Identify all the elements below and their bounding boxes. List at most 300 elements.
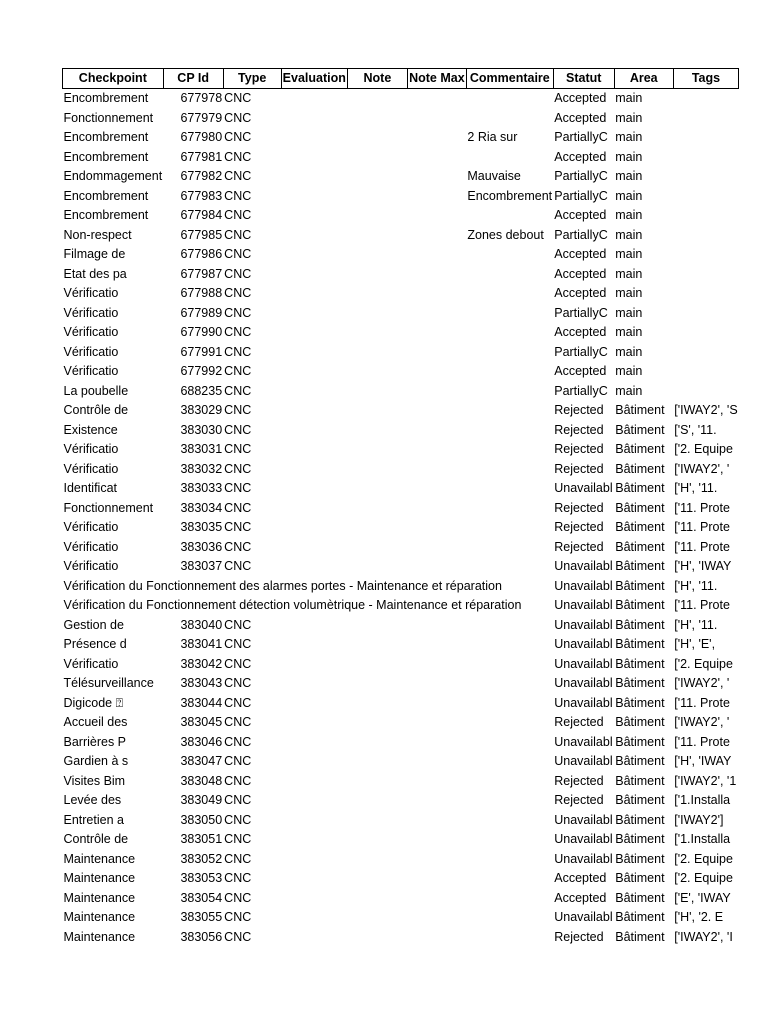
area-cell[interactable]: Bâtiment [615, 715, 665, 729]
area-cell[interactable]: main [615, 110, 643, 125]
area-cell[interactable]: Bâtiment [615, 539, 665, 554]
table-row[interactable] [63, 791, 739, 811]
area-cell[interactable]: Bâtiment [615, 754, 665, 768]
note-max-cell[interactable] [407, 362, 466, 382]
tags-cell[interactable]: ['2. Equipe [674, 851, 733, 866]
cp-id-cell[interactable]: 383051 [180, 832, 223, 846]
area-cell[interactable]: Bâtiment [615, 617, 665, 632]
commentaire-cell[interactable] [466, 752, 553, 772]
area-cell[interactable]: Bâtiment [615, 500, 665, 515]
area-cell[interactable]: main [615, 364, 643, 378]
tags-cell[interactable] [673, 284, 738, 304]
commentaire-cell[interactable] [466, 713, 553, 733]
checkpoint-cell[interactable]: Maintenance [63, 871, 136, 885]
area-cell[interactable]: Bâtiment [615, 929, 665, 944]
area-cell[interactable]: Bâtiment [615, 832, 665, 846]
evaluation-cell[interactable] [281, 791, 347, 811]
cp-id-cell[interactable]: 677983 [180, 188, 223, 203]
cp-id-cell[interactable]: 383047 [180, 754, 223, 768]
table-row[interactable] [63, 499, 739, 519]
cp-id-cell[interactable]: 383052 [180, 851, 223, 866]
checkpoint-cell[interactable]: Vérification du Fonctionnement des alarmes portes - Maintenance et réparation [63, 578, 502, 593]
evaluation-cell[interactable] [281, 265, 347, 285]
note-max-cell[interactable] [407, 811, 466, 831]
column-header-checkpoint[interactable]: Checkpoint [63, 69, 164, 89]
evaluation-cell[interactable] [281, 772, 347, 792]
table-row[interactable] [63, 187, 739, 207]
commentaire-cell[interactable] [466, 811, 553, 831]
commentaire-cell[interactable] [466, 518, 553, 538]
area-cell[interactable]: Bâtiment [615, 656, 665, 671]
area-cell[interactable]: Bâtiment [615, 910, 665, 924]
area-cell[interactable]: main [615, 247, 643, 261]
tags-cell[interactable]: ['1.Installa [674, 793, 731, 807]
commentaire-cell[interactable] [466, 791, 553, 811]
statut-cell[interactable]: PartiallyC [554, 130, 608, 144]
note-cell[interactable] [347, 479, 407, 499]
cp-id-cell[interactable]: 383037 [180, 559, 223, 573]
commentaire-cell[interactable] [466, 89, 553, 109]
checkpoint-cell[interactable]: Filmage de [63, 247, 126, 261]
note-cell[interactable] [347, 499, 407, 519]
checkpoint-cell[interactable]: Vérificatio [63, 286, 119, 300]
commentaire-cell[interactable] [466, 850, 553, 870]
area-cell[interactable]: Bâtiment [615, 812, 665, 827]
type-cell[interactable]: CNC [224, 617, 252, 632]
table-row[interactable] [63, 460, 739, 480]
statut-cell[interactable]: Unavailabl [554, 754, 613, 768]
commentaire-cell[interactable] [466, 655, 553, 675]
checkpoint-cell[interactable]: Vérification du Fonctionnement détection volumètrique - Maintenance et réparation [63, 598, 522, 612]
checkpoint-cell[interactable]: Digicode ⍰ [63, 695, 124, 710]
note-max-cell[interactable] [407, 752, 466, 772]
table-row[interactable] [63, 655, 739, 675]
note-cell[interactable] [347, 635, 407, 655]
checkpoint-cell[interactable]: Encombrement [63, 130, 149, 144]
table-row[interactable] [63, 928, 739, 948]
evaluation-cell[interactable] [281, 284, 347, 304]
statut-cell[interactable]: Unavailabl [554, 832, 613, 846]
cp-id-cell[interactable]: 677991 [180, 344, 223, 359]
tags-cell[interactable]: ['IWAY2', ' [674, 676, 730, 690]
checkpoint-cell[interactable]: Maintenance [63, 851, 136, 866]
note-max-cell[interactable] [407, 226, 466, 246]
cp-id-cell[interactable]: 677985 [180, 227, 223, 242]
tags-cell[interactable] [673, 109, 738, 129]
table-row[interactable] [63, 206, 739, 226]
tags-cell[interactable]: ['2. Equipe [674, 656, 733, 671]
commentaire-cell[interactable] [466, 616, 553, 636]
statut-cell[interactable]: Accepted [554, 871, 607, 885]
cp-id-cell[interactable]: 677988 [180, 286, 223, 300]
type-cell[interactable]: CNC [224, 188, 252, 203]
table-row[interactable] [63, 674, 739, 694]
note-max-cell[interactable] [407, 518, 466, 538]
note-max-cell[interactable] [407, 460, 466, 480]
checkpoint-cell[interactable]: Encombrement [63, 91, 149, 105]
area-cell[interactable]: main [615, 130, 643, 144]
table-row[interactable] [63, 148, 739, 168]
checkpoint-cell[interactable]: Maintenance [63, 910, 136, 924]
table-row[interactable] [63, 479, 739, 499]
note-max-cell[interactable] [407, 421, 466, 441]
commentaire-cell[interactable] [466, 265, 553, 285]
note-max-cell[interactable] [407, 148, 466, 168]
table-row[interactable] [63, 577, 739, 597]
commentaire-cell[interactable] [466, 304, 553, 324]
note-cell[interactable] [347, 694, 407, 714]
evaluation-cell[interactable] [281, 655, 347, 675]
note-cell[interactable] [347, 908, 407, 928]
cp-id-cell[interactable]: 383040 [180, 617, 223, 632]
checkpoint-cell[interactable]: Vérificatio [63, 364, 119, 378]
note-cell[interactable] [347, 791, 407, 811]
tags-cell[interactable]: ['H', 'E', [674, 637, 716, 651]
note-max-cell[interactable] [407, 128, 466, 148]
table-row[interactable] [63, 440, 739, 460]
commentaire-cell[interactable]: 2 Ria sur [467, 130, 518, 144]
type-cell[interactable]: CNC [224, 500, 252, 515]
tags-cell[interactable]: ['11. Prote [674, 695, 730, 710]
note-max-cell[interactable] [407, 733, 466, 753]
table-row[interactable] [63, 167, 739, 187]
note-max-cell[interactable] [407, 908, 466, 928]
cp-id-cell[interactable]: 677987 [180, 266, 223, 281]
note-max-cell[interactable] [407, 889, 466, 909]
note-cell[interactable] [347, 167, 407, 187]
table-row[interactable] [63, 694, 739, 714]
note-cell[interactable] [347, 518, 407, 538]
type-cell[interactable]: CNC [224, 266, 252, 281]
type-cell[interactable]: CNC [224, 559, 252, 573]
area-cell[interactable]: main [615, 188, 643, 203]
tags-cell[interactable] [673, 265, 738, 285]
cp-id-cell[interactable]: 677980 [180, 130, 223, 144]
tags-cell[interactable]: ['IWAY2', ' [674, 461, 730, 476]
commentaire-cell[interactable] [466, 479, 553, 499]
commentaire-cell[interactable] [466, 830, 553, 850]
statut-cell[interactable]: Rejected [554, 929, 604, 944]
commentaire-cell[interactable] [466, 206, 553, 226]
note-cell[interactable] [347, 284, 407, 304]
type-cell[interactable]: CNC [224, 851, 252, 866]
statut-cell[interactable]: Unavailabl [554, 851, 613, 866]
commentaire-cell[interactable] [466, 323, 553, 343]
tags-cell[interactable]: ['11. Prote [674, 598, 730, 612]
cp-id-cell[interactable]: 383036 [180, 539, 223, 554]
checkpoint-cell[interactable]: Vérificatio [63, 656, 119, 671]
tags-cell[interactable]: ['11. Prote [674, 500, 730, 515]
statut-cell[interactable]: Rejected [554, 461, 604, 476]
checkpoint-cell[interactable]: Encombrement [63, 188, 149, 203]
type-cell[interactable]: CNC [224, 305, 252, 320]
evaluation-cell[interactable] [281, 538, 347, 558]
note-max-cell[interactable] [407, 694, 466, 714]
cp-id-cell[interactable]: 383043 [180, 676, 223, 690]
note-cell[interactable] [347, 733, 407, 753]
type-cell[interactable]: CNC [224, 403, 252, 417]
checkpoint-cell[interactable]: Endommagement [63, 169, 163, 183]
table-row[interactable] [63, 343, 739, 363]
tags-cell[interactable]: ['E', 'IWAY [674, 890, 731, 905]
area-cell[interactable]: Bâtiment [615, 559, 665, 573]
cp-id-cell[interactable]: 383029 [180, 403, 223, 417]
table-row[interactable] [63, 226, 739, 246]
type-cell[interactable]: CNC [224, 793, 252, 807]
type-cell[interactable]: CNC [224, 676, 252, 690]
evaluation-cell[interactable] [281, 187, 347, 207]
tags-cell[interactable]: ['H', '2. E [674, 910, 724, 924]
tags-cell[interactable]: ['IWAY2', '1 [674, 773, 737, 788]
statut-cell[interactable]: Unavailabl [554, 812, 613, 827]
type-cell[interactable]: CNC [224, 91, 252, 105]
evaluation-cell[interactable] [281, 499, 347, 519]
column-header-note-max[interactable]: Note Max [407, 69, 466, 89]
note-cell[interactable] [347, 421, 407, 441]
commentaire-cell[interactable] [466, 889, 553, 909]
checkpoint-cell[interactable]: Présence d [63, 637, 127, 651]
type-cell[interactable]: CNC [224, 461, 252, 476]
table-row[interactable] [63, 772, 739, 792]
statut-cell[interactable]: PartiallyC [554, 227, 608, 242]
commentaire-cell[interactable] [466, 908, 553, 928]
statut-cell[interactable]: Accepted [554, 364, 607, 378]
evaluation-cell[interactable] [281, 167, 347, 187]
tags-cell[interactable] [673, 187, 738, 207]
area-cell[interactable]: Bâtiment [615, 520, 665, 534]
type-cell[interactable]: CNC [224, 832, 252, 846]
cp-id-cell[interactable]: 383042 [180, 656, 223, 671]
cp-id-cell[interactable]: 383035 [180, 520, 223, 534]
type-cell[interactable]: CNC [224, 539, 252, 554]
statut-cell[interactable]: Unavailabl [554, 656, 613, 671]
note-cell[interactable] [347, 245, 407, 265]
type-cell[interactable]: CNC [224, 715, 252, 729]
note-max-cell[interactable] [407, 187, 466, 207]
table-row[interactable] [63, 869, 739, 889]
checkpoint-cell[interactable]: Visites Bim [63, 773, 126, 788]
type-cell[interactable]: CNC [224, 130, 252, 144]
note-cell[interactable] [347, 304, 407, 324]
cp-id-cell[interactable]: 383050 [180, 812, 223, 827]
evaluation-cell[interactable] [281, 889, 347, 909]
evaluation-cell[interactable] [281, 928, 347, 948]
table-row[interactable] [63, 616, 739, 636]
note-cell[interactable] [347, 557, 407, 577]
note-max-cell[interactable] [407, 323, 466, 343]
cp-id-cell[interactable]: 677986 [180, 247, 223, 261]
note-max-cell[interactable] [407, 167, 466, 187]
evaluation-cell[interactable] [281, 128, 347, 148]
statut-cell[interactable]: Rejected [554, 539, 604, 554]
evaluation-cell[interactable] [281, 148, 347, 168]
area-cell[interactable]: Bâtiment [615, 793, 665, 807]
evaluation-cell[interactable] [281, 440, 347, 460]
type-cell[interactable]: CNC [224, 286, 252, 300]
tags-cell[interactable] [673, 343, 738, 363]
tags-cell[interactable] [673, 128, 738, 148]
tags-cell[interactable]: ['1.Installa [674, 832, 731, 846]
commentaire-cell[interactable] [466, 343, 553, 363]
type-cell[interactable]: CNC [224, 149, 252, 164]
area-cell[interactable]: main [615, 169, 643, 183]
statut-cell[interactable]: Accepted [554, 247, 607, 261]
tags-cell[interactable]: ['2. Equipe [674, 871, 733, 885]
tags-cell[interactable] [673, 206, 738, 226]
note-cell[interactable] [347, 187, 407, 207]
checkpoint-cell[interactable]: Etat des pa [63, 266, 127, 281]
area-cell[interactable]: main [615, 325, 643, 339]
tags-cell[interactable]: ['11. Prote [674, 520, 730, 534]
statut-cell[interactable]: PartiallyC [554, 305, 608, 320]
cp-id-cell[interactable]: 383044 [180, 695, 223, 710]
type-cell[interactable]: CNC [224, 734, 252, 749]
table-row[interactable] [63, 557, 739, 577]
column-header-area[interactable]: Area [614, 69, 673, 89]
tags-cell[interactable] [673, 304, 738, 324]
type-cell[interactable]: CNC [224, 890, 252, 905]
table-row[interactable] [63, 713, 739, 733]
commentaire-cell[interactable]: Zones debout [467, 227, 544, 242]
tags-cell[interactable]: ['S', '11. [674, 422, 717, 437]
note-cell[interactable] [347, 128, 407, 148]
table-row[interactable] [63, 518, 739, 538]
column-header-cp-id[interactable]: CP Id [163, 69, 223, 89]
evaluation-cell[interactable] [281, 518, 347, 538]
area-cell[interactable]: main [615, 286, 643, 300]
note-cell[interactable] [347, 850, 407, 870]
evaluation-cell[interactable] [281, 869, 347, 889]
type-cell[interactable]: CNC [224, 247, 252, 261]
checkpoint-cell[interactable]: Non-respect [63, 227, 132, 242]
checkpoint-cell[interactable]: Vérificatio [63, 442, 119, 456]
cp-id-cell[interactable]: 688235 [180, 383, 223, 398]
note-max-cell[interactable] [407, 655, 466, 675]
note-cell[interactable] [347, 889, 407, 909]
evaluation-cell[interactable] [281, 343, 347, 363]
note-cell[interactable] [347, 226, 407, 246]
table-row[interactable] [63, 89, 739, 109]
tags-cell[interactable] [673, 362, 738, 382]
commentaire-cell[interactable]: Encombrement [467, 188, 553, 203]
column-header-statut[interactable]: Statut [553, 69, 614, 89]
note-max-cell[interactable] [407, 89, 466, 109]
area-cell[interactable]: Bâtiment [615, 773, 665, 788]
type-cell[interactable]: CNC [224, 344, 252, 359]
statut-cell[interactable]: Unavailabl [554, 598, 613, 612]
note-cell[interactable] [347, 869, 407, 889]
evaluation-cell[interactable] [281, 206, 347, 226]
type-cell[interactable]: CNC [224, 383, 252, 398]
evaluation-cell[interactable] [281, 479, 347, 499]
type-cell[interactable]: CNC [224, 364, 252, 378]
column-header-evaluation[interactable]: Evaluation [281, 69, 347, 89]
statut-cell[interactable]: Rejected [554, 500, 604, 515]
area-cell[interactable]: Bâtiment [615, 578, 665, 593]
evaluation-cell[interactable] [281, 635, 347, 655]
tags-cell[interactable] [673, 382, 738, 402]
area-cell[interactable]: Bâtiment [615, 422, 665, 437]
checkpoint-cell[interactable]: Vérificatio [63, 520, 119, 534]
area-cell[interactable]: main [615, 149, 643, 164]
note-cell[interactable] [347, 265, 407, 285]
note-max-cell[interactable] [407, 830, 466, 850]
note-cell[interactable] [347, 772, 407, 792]
evaluation-cell[interactable] [281, 733, 347, 753]
type-cell[interactable]: CNC [224, 442, 252, 456]
evaluation-cell[interactable] [281, 226, 347, 246]
evaluation-cell[interactable] [281, 830, 347, 850]
note-max-cell[interactable] [407, 284, 466, 304]
cp-id-cell[interactable]: 383033 [180, 481, 223, 495]
cp-id-cell[interactable]: 383049 [180, 793, 223, 807]
note-cell[interactable] [347, 538, 407, 558]
note-max-cell[interactable] [407, 245, 466, 265]
tags-cell[interactable]: ['11. Prote [674, 734, 730, 749]
table-row[interactable] [63, 538, 739, 558]
checkpoint-cell[interactable]: Contrôle de [63, 832, 129, 846]
commentaire-cell[interactable] [466, 557, 553, 577]
tags-cell[interactable]: ['IWAY2'] [674, 812, 724, 827]
table-row[interactable] [63, 752, 739, 772]
statut-cell[interactable]: Unavailabl [554, 559, 613, 573]
area-cell[interactable]: main [615, 344, 643, 359]
table-row[interactable] [63, 889, 739, 909]
column-header-type[interactable]: Type [223, 69, 281, 89]
statut-cell[interactable]: PartiallyC [554, 188, 608, 203]
note-cell[interactable] [347, 109, 407, 129]
evaluation-cell[interactable] [281, 460, 347, 480]
table-row[interactable] [63, 596, 739, 616]
tags-cell[interactable] [673, 89, 738, 109]
checkpoint-cell[interactable]: Vérificatio [63, 305, 119, 320]
evaluation-cell[interactable] [281, 109, 347, 129]
statut-cell[interactable]: Unavailabl [554, 481, 613, 495]
cp-id-cell[interactable]: 677989 [180, 305, 223, 320]
checkpoint-cell[interactable]: Fonctionnement [63, 500, 154, 515]
table-row[interactable] [63, 109, 739, 129]
statut-cell[interactable]: Rejected [554, 520, 604, 534]
evaluation-cell[interactable] [281, 245, 347, 265]
table-row[interactable] [63, 635, 739, 655]
cp-id-cell[interactable]: 383032 [180, 461, 223, 476]
cp-id-cell[interactable]: 677982 [180, 169, 223, 183]
cp-id-cell[interactable]: 677978 [180, 91, 223, 105]
statut-cell[interactable]: Rejected [554, 422, 604, 437]
tags-cell[interactable]: ['2. Equipe [674, 442, 733, 456]
cp-id-cell[interactable]: 383053 [180, 871, 223, 885]
evaluation-cell[interactable] [281, 382, 347, 402]
note-max-cell[interactable] [407, 713, 466, 733]
checkpoint-cell[interactable]: Vérificatio [63, 344, 119, 359]
commentaire-cell[interactable] [466, 284, 553, 304]
table-row[interactable] [63, 323, 739, 343]
statut-cell[interactable]: Rejected [554, 773, 604, 788]
statut-cell[interactable]: Rejected [554, 793, 604, 807]
cp-id-cell[interactable]: 383030 [180, 422, 223, 437]
note-max-cell[interactable] [407, 304, 466, 324]
commentaire-cell[interactable] [466, 694, 553, 714]
area-cell[interactable]: Bâtiment [615, 851, 665, 866]
evaluation-cell[interactable] [281, 713, 347, 733]
evaluation-cell[interactable] [281, 850, 347, 870]
tags-cell[interactable]: ['H', '11. [674, 481, 718, 495]
evaluation-cell[interactable] [281, 811, 347, 831]
tags-cell[interactable]: ['H', '11. [674, 617, 718, 632]
cp-id-cell[interactable]: 383054 [180, 890, 223, 905]
commentaire-cell[interactable] [466, 382, 553, 402]
area-cell[interactable]: Bâtiment [615, 598, 665, 612]
